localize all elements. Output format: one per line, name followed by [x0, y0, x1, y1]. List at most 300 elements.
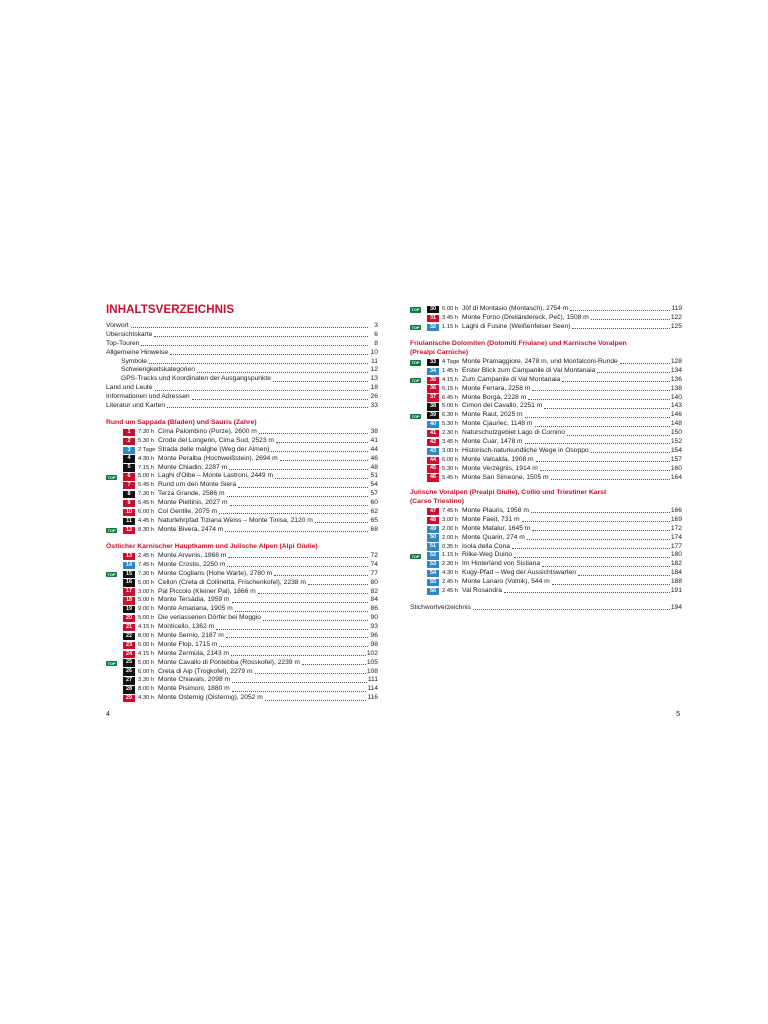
- tour-number: 42: [427, 439, 439, 446]
- tour-entry[interactable]: [106, 561, 378, 570]
- tour-entry[interactable]: [106, 641, 378, 650]
- top-badge: TOP: [107, 660, 116, 666]
- toc-entry-label: Schwierigkeitskategorien: [121, 366, 195, 374]
- section-title-julische-voralpen-1: Julische Voralpen (Prealpi Giulie), Collio und Triestiner Karst: [410, 489, 607, 496]
- tour-duration: 5.00 h: [138, 615, 155, 622]
- tour-entry[interactable]: [410, 516, 682, 525]
- tour-duration: 6.00 h: [442, 456, 459, 463]
- tour-label: Monte Bivera, 2474 m: [158, 525, 224, 533]
- leader-dots: [226, 632, 368, 638]
- tour-duration: 2.30 h: [442, 561, 459, 568]
- tour-label: Zum Campanile di Val Montanaia: [462, 375, 561, 383]
- tour-number: 38: [427, 403, 439, 410]
- leader-dots: [315, 517, 368, 523]
- top-badge-slot: [106, 527, 123, 534]
- tour-page: 68: [370, 525, 378, 533]
- tour-list-sappada: [106, 428, 378, 535]
- tour-duration: 5.45 h: [442, 474, 459, 481]
- toc-entry[interactable]: [106, 322, 378, 331]
- toc-entry[interactable]: [106, 340, 378, 349]
- tour-page: 154: [670, 446, 682, 454]
- tour-page: 96: [370, 632, 378, 640]
- top-badge: TOP: [411, 377, 420, 383]
- leader-dots: [141, 340, 368, 346]
- tour-number: 53: [427, 561, 439, 568]
- tour-number: 29: [123, 695, 135, 702]
- tour-entry[interactable]: [106, 579, 378, 588]
- tour-entry[interactable]: [410, 305, 682, 314]
- tour-label: Creta di Aip (Trogkofel), 2279 m: [158, 667, 253, 675]
- leader-dots: [540, 465, 670, 471]
- tour-entry[interactable]: [410, 420, 682, 429]
- toc-entry-page: 12: [370, 366, 378, 374]
- leader-dots: [276, 437, 368, 443]
- tour-entry[interactable]: [410, 367, 682, 376]
- tour-label: Monte Cavallo di Pontebba (Rosskofel), 2239 m: [158, 658, 300, 666]
- tour-entry[interactable]: [106, 437, 378, 446]
- tour-number: 36: [427, 385, 439, 392]
- tour-entry[interactable]: [410, 507, 682, 516]
- tour-number: 18: [123, 597, 135, 604]
- tour-duration: 1.15 h: [442, 552, 459, 559]
- tour-label: Monte Pisimoni, 1880 m: [158, 685, 230, 693]
- tour-number: 3: [123, 447, 135, 454]
- tour-entry[interactable]: [106, 632, 378, 641]
- tour-page: 38: [370, 428, 378, 435]
- top-badge-slot: [106, 474, 123, 481]
- tour-entry[interactable]: [410, 411, 682, 420]
- tour-page: 48: [370, 463, 378, 471]
- tour-number: 16: [123, 579, 135, 586]
- tour-number: 23: [123, 642, 135, 649]
- tour-page: 138: [670, 384, 682, 392]
- tour-label: Rund um den Monte Siera: [158, 481, 237, 489]
- tour-number: 6: [123, 473, 135, 480]
- leader-dots: [552, 579, 670, 585]
- toc-entry-page: 11: [371, 357, 378, 365]
- tour-entry[interactable]: [410, 385, 682, 394]
- index-label: Stichwortverzeichnis: [410, 604, 471, 611]
- tour-list-karnischer-hauptkamm-cont: [410, 305, 682, 332]
- tour-duration: 9.00 h: [138, 606, 155, 613]
- tour-number: 45: [427, 465, 439, 472]
- tour-entry[interactable]: [106, 676, 378, 685]
- tour-label: Monte Chiavals, 2098 m: [158, 676, 231, 684]
- tour-page: 174: [670, 533, 682, 541]
- tour-entry[interactable]: [106, 588, 378, 597]
- tour-number: 11: [123, 518, 135, 525]
- tour-label: Monte Zermùla, 2143 m: [158, 649, 229, 657]
- tour-duration: 6.00 h: [138, 668, 155, 675]
- tour-label: Monte Osternig (Oisternig), 2052 m: [158, 694, 263, 702]
- front-matter-list: [106, 322, 378, 411]
- tour-duration: 4.15 h: [138, 650, 155, 657]
- tour-page: 62: [370, 508, 378, 516]
- toc-entry[interactable]: [106, 331, 378, 340]
- top-badge-slot: [410, 306, 427, 313]
- tour-page: 140: [670, 393, 682, 401]
- leader-dots: [225, 526, 368, 532]
- tour-duration: 1.15 h: [442, 323, 459, 330]
- tour-page: 41: [370, 436, 378, 444]
- tour-duration: 6.00 h: [442, 306, 459, 312]
- tour-page: 65: [370, 516, 378, 524]
- tour-entry[interactable]: [410, 358, 682, 367]
- tour-duration: 2.00 h: [442, 525, 459, 532]
- tour-label: Naturschutzgebiet Lago di Cornino: [462, 429, 565, 437]
- leader-dots: [238, 482, 368, 488]
- leader-dots: [562, 376, 669, 382]
- top-badge: TOP: [411, 413, 420, 419]
- toc-entry-page: 6: [374, 330, 378, 338]
- tour-entry[interactable]: [106, 596, 378, 605]
- tour-label: Monte Coglians (Hohe Warte), 2780 m: [158, 569, 273, 577]
- top-badge-slot: [410, 324, 427, 331]
- tour-duration: 2.45 h: [138, 553, 155, 559]
- tour-duration: 8.30 h: [138, 526, 155, 533]
- tour-duration: 7.45 h: [138, 561, 155, 568]
- tour-page: 125: [670, 322, 682, 330]
- tour-entry[interactable]: [106, 499, 378, 508]
- tour-page: 182: [670, 560, 682, 568]
- tour-number: 4: [123, 455, 135, 462]
- tour-page: 180: [670, 551, 682, 559]
- tour-label: Monte Flop, 1715 m: [158, 640, 218, 648]
- tour-entry[interactable]: [106, 455, 378, 464]
- tour-number: 17: [123, 588, 135, 595]
- toc-entry[interactable]: [106, 366, 378, 375]
- leader-dots: [229, 464, 368, 470]
- leader-dots: [578, 570, 670, 576]
- leader-dots: [504, 587, 670, 593]
- tour-label: Monte Sernio, 2187 m: [158, 632, 224, 640]
- toc-entry[interactable]: [106, 402, 378, 411]
- tour-label: Erster Blick zum Campanile di Val Montanaia: [462, 366, 596, 374]
- toc-entry-label: Symbole: [121, 357, 148, 365]
- tour-entry[interactable]: [410, 543, 682, 552]
- tour-page: 111: [367, 676, 378, 684]
- tour-label: Monte Amariana, 1905 m: [158, 605, 233, 613]
- leader-dots: [544, 403, 670, 409]
- tour-label: Monticello, 1362 m: [158, 623, 215, 631]
- leader-dots: [512, 543, 670, 549]
- tour-label: Historisch-naturkundliche Wege in Osoppo: [462, 446, 589, 454]
- tour-number: 33: [427, 359, 439, 366]
- tour-label: Monte San Simeone, 1505 m: [462, 473, 549, 481]
- tour-entry[interactable]: [410, 438, 682, 447]
- tour-duration: 6.00 h: [138, 509, 155, 516]
- leader-dots: [216, 624, 368, 630]
- tour-entry[interactable]: [410, 429, 682, 438]
- tour-page: 93: [370, 623, 378, 631]
- tour-number: 30: [427, 306, 439, 313]
- tour-label: Monte Chiadin, 2287 m: [158, 463, 228, 471]
- tour-number: 48: [427, 517, 439, 524]
- leader-dots: [570, 305, 670, 311]
- tour-number: 26: [123, 668, 135, 675]
- tour-label: Terza Grande, 2586 m: [158, 490, 225, 498]
- tour-number: 56: [427, 588, 439, 595]
- tour-number: 50: [427, 534, 439, 541]
- tour-duration: 6.45 h: [442, 394, 459, 401]
- leader-dots: [275, 473, 368, 479]
- leader-dots: [473, 604, 670, 610]
- tour-entry[interactable]: [410, 376, 682, 385]
- tour-number: 41: [427, 430, 439, 437]
- leader-dots: [197, 367, 368, 373]
- tour-entry[interactable]: [106, 446, 378, 455]
- tour-number: 7: [123, 482, 135, 489]
- leader-dots: [535, 421, 670, 427]
- tour-label: Monte Arvenis, 1968 m: [158, 552, 227, 559]
- leader-dots: [514, 552, 670, 558]
- tour-entry[interactable]: [410, 323, 682, 332]
- tour-entry[interactable]: [410, 314, 682, 323]
- leader-dots: [551, 474, 670, 480]
- tour-page: 72: [370, 552, 378, 559]
- tour-duration: 4.45 h: [138, 517, 155, 524]
- tour-number: 51: [427, 543, 439, 550]
- leader-dots: [302, 659, 366, 665]
- top-badge: TOP: [411, 553, 420, 559]
- tour-entry[interactable]: [106, 623, 378, 632]
- tour-entry[interactable]: [106, 472, 378, 481]
- tour-number: 37: [427, 394, 439, 401]
- leader-dots: [219, 641, 368, 647]
- section-title-julische-voralpen-2: (Carso Triestino): [410, 497, 465, 505]
- tour-entry[interactable]: [106, 517, 378, 526]
- top-badge: TOP: [411, 307, 420, 313]
- tour-label: Monte Forno (Dreiländereck, Peč), 1508 m: [462, 313, 589, 321]
- tour-entry[interactable]: [410, 402, 682, 411]
- leader-dots: [591, 314, 670, 320]
- leader-dots: [271, 446, 368, 452]
- toc-entry-label: Übersichtskarte: [106, 330, 153, 338]
- tour-page: 146: [670, 411, 682, 419]
- top-badge-slot: [106, 571, 123, 578]
- tour-entry[interactable]: [410, 394, 682, 403]
- tour-label: Pal Piccolo (Kleiner Pal), 1866 m: [158, 587, 256, 595]
- leader-dots: [219, 508, 368, 514]
- tour-duration: 2.45 h: [442, 579, 459, 586]
- tour-entry[interactable]: [410, 587, 682, 596]
- leader-dots: [308, 579, 368, 585]
- section-title-friulanische-dolomiten-2: (Prealpi Carniche): [410, 348, 469, 356]
- tour-entry[interactable]: [106, 428, 378, 437]
- tour-number: 21: [123, 624, 135, 631]
- leader-dots: [228, 552, 368, 558]
- tour-entry[interactable]: [410, 525, 682, 534]
- tour-duration: 7.30 h: [138, 570, 155, 577]
- tour-label: Monte Faeit, 731 m: [462, 515, 520, 523]
- toc-entry-label: Allgemeine Hinweise: [106, 348, 169, 356]
- page-number-right: 5: [676, 711, 680, 718]
- tour-number: 24: [123, 651, 135, 658]
- tour-label: Monte Lanaro (Volnik), 544 m: [462, 578, 550, 586]
- tour-duration: 5.00 h: [442, 403, 459, 410]
- tour-entry[interactable]: [106, 490, 378, 499]
- leader-dots: [532, 525, 669, 531]
- tour-entry[interactable]: [106, 685, 378, 694]
- tour-label: Val Rosandra: [462, 587, 503, 595]
- leader-dots: [620, 358, 670, 364]
- tour-page: 177: [670, 542, 682, 550]
- top-badge: TOP: [107, 474, 116, 480]
- tour-entry[interactable]: [410, 465, 682, 474]
- tour-entry[interactable]: [106, 605, 378, 614]
- tour-entry[interactable]: [410, 447, 682, 456]
- tour-page: 51: [370, 472, 378, 480]
- toc-entry-label: Land und Leute: [106, 384, 153, 392]
- tour-entry[interactable]: [106, 668, 378, 677]
- top-badge-slot: [106, 660, 123, 667]
- tour-number: 54: [427, 570, 439, 577]
- tour-page: 54: [370, 481, 378, 489]
- top-badge: TOP: [411, 360, 420, 366]
- tour-page: 102: [366, 649, 378, 657]
- leader-dots: [259, 428, 368, 434]
- tour-page: 136: [670, 375, 682, 383]
- tour-entry[interactable]: [106, 614, 378, 623]
- tour-entry[interactable]: [106, 481, 378, 490]
- leader-dots: [170, 349, 368, 355]
- tour-entry[interactable]: [410, 578, 682, 587]
- tour-label: Monte Valcalda, 1908 m: [462, 455, 534, 463]
- tour-entry[interactable]: [410, 569, 682, 578]
- tour-entry[interactable]: [106, 526, 378, 535]
- page-number-left: 4: [106, 711, 110, 718]
- tour-label: Crode del Longerin, Cima Sud, 2523 m: [158, 436, 274, 444]
- tour-page: 80: [370, 578, 378, 586]
- leader-dots: [567, 430, 670, 436]
- toc-entry-label: GPS-Tracks und Koordinaten der Ausgangspunkte: [121, 375, 271, 383]
- tour-page: 114: [367, 685, 378, 693]
- leader-dots: [227, 491, 368, 497]
- tour-list-friulanische-dolomiten: [410, 358, 682, 482]
- tour-label: Monte Plauris, 1958 m: [462, 507, 529, 514]
- toc-entry-label: Vorwort: [106, 322, 129, 329]
- tour-entry[interactable]: [410, 560, 682, 569]
- tour-number: 43: [427, 448, 439, 455]
- tour-duration: 4.30 h: [138, 455, 155, 462]
- leader-dots: [572, 323, 669, 329]
- tour-label: Monte Cjaurlec, 1148 m: [462, 420, 533, 428]
- tour-duration: 5.45 h: [138, 500, 155, 507]
- tour-duration: 2.45 h: [442, 588, 459, 595]
- tour-label: Monte Crostis, 2250 m: [158, 560, 226, 568]
- toc-entry[interactable]: [106, 393, 378, 402]
- tour-entry[interactable]: [106, 464, 378, 473]
- leader-dots: [265, 695, 367, 701]
- tour-entry[interactable]: [106, 650, 378, 659]
- toc-entry[interactable]: [106, 384, 378, 393]
- tour-duration: 7.30 h: [138, 429, 155, 435]
- tour-entry[interactable]: [106, 694, 378, 703]
- tour-label: Strada delle malghe (Weg der Almen): [158, 445, 270, 453]
- tour-duration: 2.00 h: [442, 534, 459, 541]
- tour-number: 1: [123, 429, 135, 436]
- tour-duration: 1.45 h: [442, 367, 459, 374]
- tour-entry[interactable]: [106, 508, 378, 517]
- tour-entry[interactable]: [410, 456, 682, 465]
- top-badge: TOP: [107, 527, 116, 533]
- tour-number: 12: [123, 527, 135, 534]
- tour-entry[interactable]: [410, 551, 682, 560]
- leader-dots: [542, 561, 670, 567]
- index-entry[interactable]: [410, 604, 682, 613]
- tour-page: 74: [370, 560, 378, 568]
- leader-dots: [131, 322, 368, 328]
- leader-dots: [273, 376, 368, 382]
- toc-entry-page: 8: [374, 339, 378, 347]
- tour-entry[interactable]: [410, 474, 682, 483]
- leader-dots: [597, 367, 670, 373]
- tour-duration: 3.00 h: [442, 516, 459, 523]
- leader-dots: [255, 668, 366, 674]
- tour-entry[interactable]: [106, 570, 378, 579]
- tour-page: 160: [670, 464, 682, 472]
- tour-number: 44: [427, 457, 439, 464]
- top-badge-slot: [410, 359, 427, 366]
- tour-number: 5: [123, 464, 135, 471]
- tour-label: Monte Quarin, 274 m: [462, 533, 525, 541]
- leader-dots: [232, 597, 368, 603]
- tour-duration: 6.00 h: [138, 641, 155, 648]
- tour-duration: 5.30 h: [442, 421, 459, 428]
- right-page: [410, 296, 682, 726]
- tour-entry[interactable]: [410, 534, 682, 543]
- tour-label: Jôf di Montasio (Montasch), 2754 m: [462, 305, 569, 312]
- tour-duration: 4 Tage: [442, 359, 460, 365]
- toc-entry[interactable]: [106, 375, 378, 384]
- leader-dots: [192, 394, 368, 400]
- toc-entry-label: Literatur und Karten: [106, 402, 166, 410]
- tour-duration: 7.45 h: [442, 508, 459, 514]
- tour-number: 19: [123, 606, 135, 613]
- toc-entry-page: 10: [370, 348, 378, 356]
- tour-number: 15: [123, 571, 135, 578]
- tour-label: Monte Verzègnis, 1914 m: [462, 464, 538, 472]
- tour-number: 52: [427, 552, 439, 559]
- tour-number: 27: [123, 677, 135, 684]
- tour-page: 82: [370, 587, 378, 595]
- tour-duration: 6.15 h: [442, 385, 459, 392]
- tour-label: Monte Cuar, 1478 m: [462, 438, 523, 446]
- tour-entry[interactable]: [106, 552, 378, 561]
- tour-duration: 3.00 h: [138, 588, 155, 595]
- tour-number: 47: [427, 508, 439, 515]
- tour-page: 128: [670, 358, 682, 365]
- tour-label: Isola della Cona: [462, 542, 510, 550]
- tour-label: Rilke-Weg Duino: [462, 551, 513, 559]
- tour-number: 35: [427, 377, 439, 384]
- tour-page: 84: [370, 596, 378, 604]
- toc-entry-page: 3: [374, 322, 378, 329]
- tour-page: 57: [370, 490, 378, 498]
- tour-duration: 5.30 h: [138, 437, 155, 444]
- index-page: 194: [670, 604, 682, 611]
- top-badge-slot: [410, 553, 427, 560]
- toc-entry[interactable]: [106, 349, 378, 358]
- tour-page: 86: [370, 605, 378, 613]
- tour-entry[interactable]: [106, 659, 378, 668]
- tour-number: 49: [427, 526, 439, 533]
- toc-entry-label: Informationen und Adressen: [106, 393, 190, 401]
- leader-dots: [525, 438, 670, 444]
- tour-page: 184: [670, 569, 682, 577]
- toc-entry[interactable]: [106, 358, 378, 367]
- leader-dots: [154, 331, 368, 337]
